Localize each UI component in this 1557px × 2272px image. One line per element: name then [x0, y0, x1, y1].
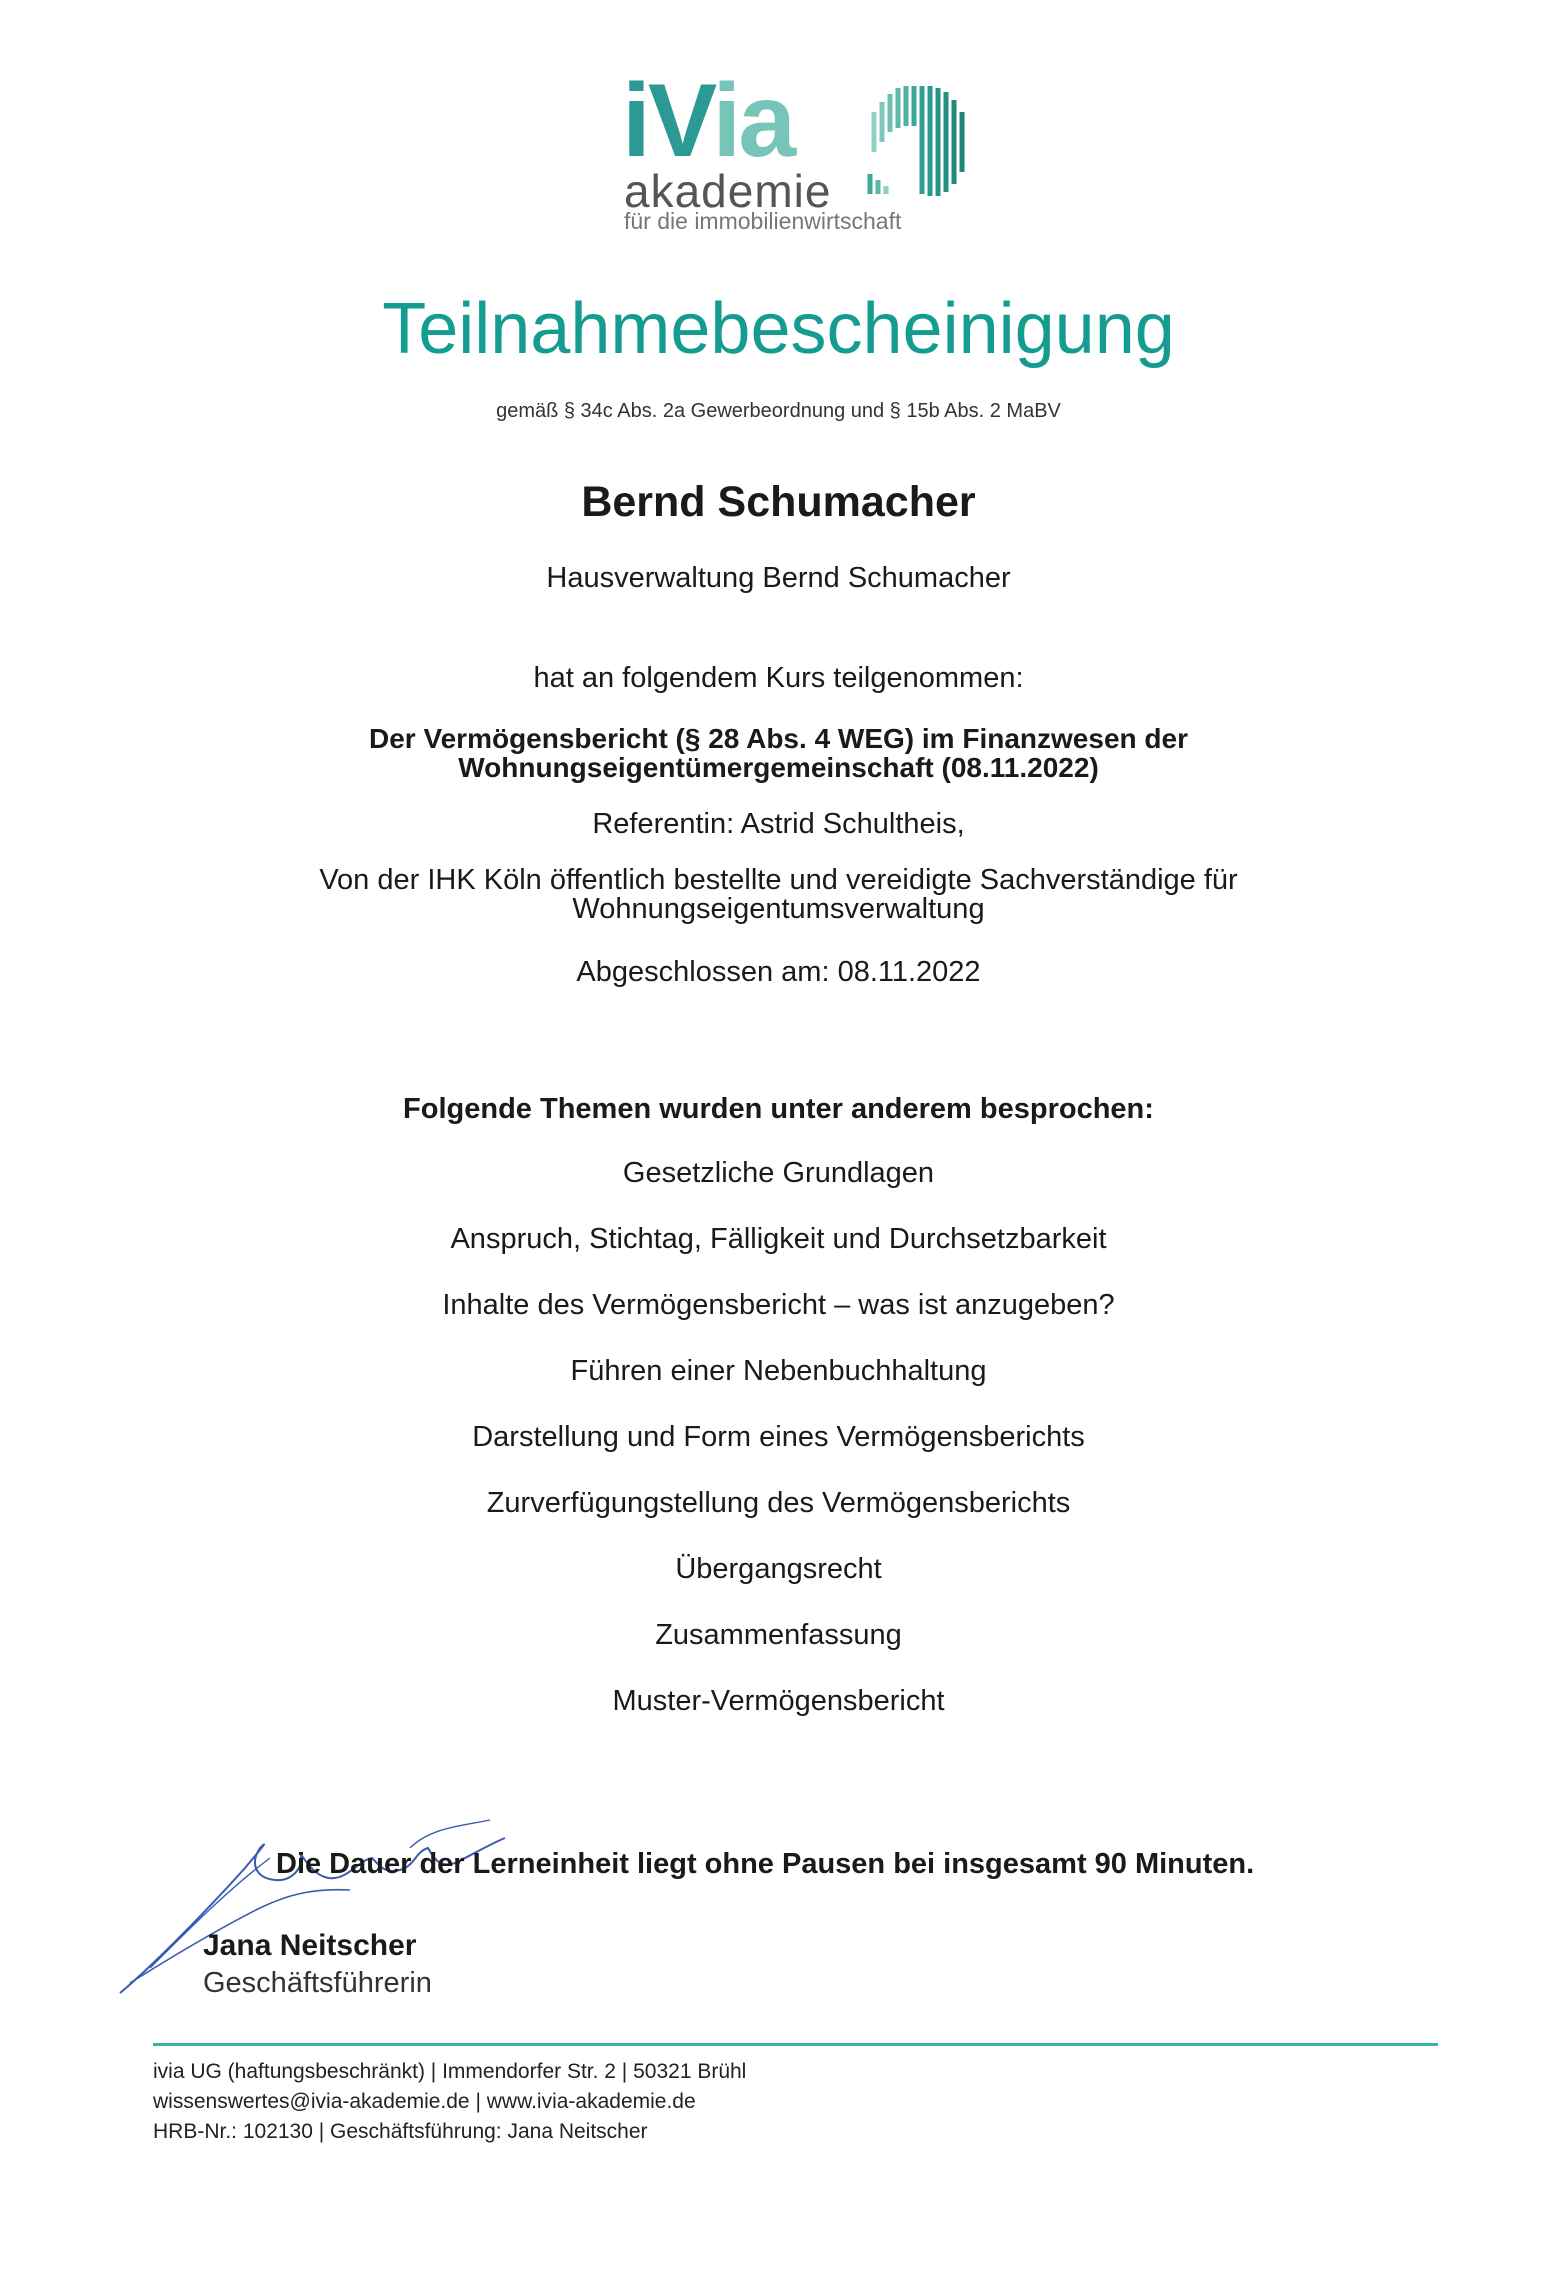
list-item: Anspruch, Stichtag, Fälligkeit und Durchsetzbarkeit — [450, 1223, 1107, 1255]
participant-name: Bernd Schumacher — [581, 478, 976, 526]
logo-wordmark-accent: ia — [712, 63, 794, 179]
logo-tagline: für die immobilienwirtschaft — [624, 208, 902, 234]
duration-statement: Die Dauer der Lerneinheit liegt ohne Pausen bei insgesamt 90 Minuten. — [276, 1848, 1255, 1880]
signatory-name: Jana Neitscher — [203, 1929, 417, 1962]
footer-divider — [153, 2043, 1438, 2046]
certificate-title: Teilnahmebescheinigung — [382, 289, 1175, 369]
list-item: Muster-Vermögensbericht — [612, 1685, 945, 1717]
list-item: Zusammenfassung — [655, 1619, 902, 1651]
speaker-description — [0, 866, 1557, 924]
logo-wordmark-main: iV — [622, 63, 713, 179]
course-lead-text: hat an folgendem Kurs teilgenommen: — [533, 662, 1024, 694]
logo-akademie-text: akademie — [624, 165, 832, 217]
course-title-line: Der Vermögensbericht (§ 28 Abs. 4 WEG) im Finanzwesen der — [369, 723, 1188, 754]
speaker-description-line: Von der IHK Köln öffentlich bestellte und vereidigte Sachverständige für — [319, 864, 1238, 896]
topics-heading: Folgende Themen wurden unter anderem besprochen: — [403, 1093, 1154, 1125]
logo-stripes-icon — [860, 82, 978, 200]
list-item: Führen einer Nebenbuchhaltung — [570, 1355, 987, 1387]
list-item: Gesetzliche Grundlagen — [622, 1157, 935, 1189]
footer-contact: wissenswertes@ivia-akademie.de | www.ivia-akademie.de — [153, 2090, 696, 2113]
list-item: Zurverfügungstellung des Vermögensberichts — [486, 1487, 1071, 1519]
list-item: Darstellung und Form eines Vermögensberichts — [472, 1421, 1085, 1453]
participant-company: Hausverwaltung Bernd Schumacher — [546, 562, 1011, 594]
legal-basis-subtitle: gemäß § 34c Abs. 2a Gewerbeordnung und § 15b Abs. 2 MaBV — [496, 400, 1061, 422]
speaker-description-line: Wohnungseigentumsverwaltung — [572, 893, 985, 925]
topics-list — [0, 1156, 1557, 1750]
list-item: Übergangsrecht — [675, 1553, 882, 1585]
list-item: Inhalte des Vermögensbericht – was ist anzugeben? — [442, 1289, 1115, 1321]
footer-registration: HRB-Nr.: 102130 | Geschäftsführung: Jana Neitscher — [153, 2120, 648, 2143]
speaker-name: Referentin: Astrid Schultheis, — [592, 808, 965, 840]
completion-date: Abgeschlossen am: 08.11.2022 — [576, 956, 981, 988]
footer-address: ivia UG (haftungsbeschränkt) | Immendorfer Str. 2 | 50321 Brühl — [153, 2060, 747, 2083]
course-title-line: Wohnungseigentümergemeinschaft (08.11.2022) — [458, 752, 1099, 783]
ivia-akademie-logo — [622, 63, 982, 240]
signatory-role: Geschäftsführerin — [203, 1967, 432, 1999]
course-title — [0, 724, 1557, 782]
